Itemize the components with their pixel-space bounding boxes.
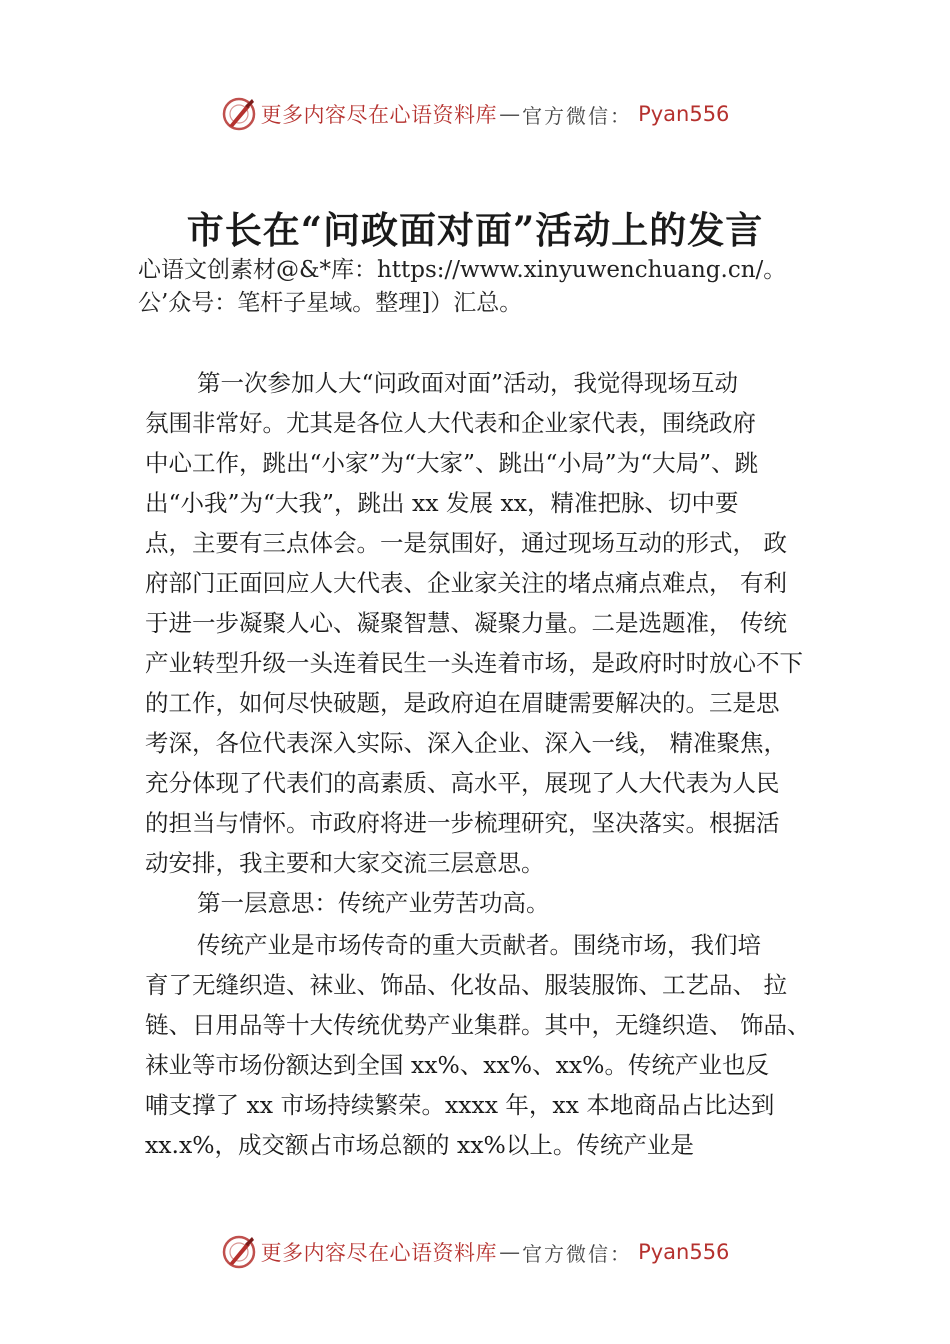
text-line: 传统产业是市场传奇的重大贡献者。围绕市场，我们培 [197,931,761,959]
text-line: xx.x%，成交额占市场总额的 xx%以上。传统产业是 [145,1131,694,1159]
text-line: 充分体现了代表们的高素质、高水平，展现了人大代表为人民 [145,769,780,797]
banner-library-text: 更多内容尽在心语资料库 [260,103,498,127]
text-line: 育了无缝织造、袜业、饰品、化妆品、服装服饰、工艺品、 拉 [145,971,787,999]
section-heading: 第一层意思：传统产业劳苦功高。 [197,889,550,917]
source-line: 公’众号：笔杆子星域。整理]）汇总。 [138,290,523,316]
text-line: 中心工作，跳出“小家”为“大家”、跳出“小局”为“大局”、跳 [145,449,759,477]
banner-wechat-label: 官方微信： [522,103,633,128]
banner-wechat-id: Pyan556 [638,102,730,126]
text-line: 第一次参加人大“问政面对面”活动，我觉得现场互动 [197,369,739,397]
text-line: 出“小我”为“大我”，跳出 xx 发展 xx，精准把脉、切中要 [145,489,739,517]
banner-separator: — [499,1240,521,1264]
paragraph-intro [145,363,845,923]
footer-banner [0,1230,950,1274]
banner-separator: — [499,102,521,126]
text-line: 的担当与情怀。市政府将进一步梳理研究，坚决落实。根据活 [145,809,780,837]
banner-wechat-label: 官方微信： [522,1241,633,1266]
document-title: 市长在“问政面对面”活动上的发言 [186,208,764,252]
text-line: 动安排，我主要和大家交流三层意思。 [145,849,545,877]
text-line: 的工作，如何尽快破题，是政府迫在眉睫需要解决的。三是思 [145,689,780,717]
source-line: 心语文创素材@&*库：https://www.xinyuwenchuang.cn/。 [138,257,787,283]
quill-logo-icon [221,1234,257,1270]
text-line: 袜业等市场份额达到全国 xx%、xx%、xx%。传统产业也反 [145,1051,769,1079]
text-line: 点，主要有三点体会。一是氛围好，通过现场互动的形式， 政 [145,529,787,557]
banner-wechat-id: Pyan556 [638,1240,730,1264]
text-line: 链、日用品等十大传统优势产业集群。其中，无缝织造、 饰品、 [145,1011,811,1039]
text-line: 于进一步凝聚人心、凝聚智慧、凝聚力量。二是选题准， 传统 [145,609,787,637]
quill-logo-icon [221,96,257,132]
paragraph-traditional-industry [145,925,845,1165]
text-line: 哺支撑了 xx 市场持续繁荣。xxxx 年，xx 本地商品占比达到 [145,1091,775,1119]
source-note [138,254,838,320]
text-line: 考深，各位代表深入实际、深入企业、深入一线， 精准聚焦， [145,729,787,757]
header-banner [0,92,950,136]
text-line: 产业转型升级一头连着民生一头连着市场，是政府时时放心不下 [145,649,803,677]
banner-library-text: 更多内容尽在心语资料库 [260,1241,498,1265]
text-line: 氛围非常好。尤其是各位人大代表和企业家代表，围绕政府 [145,409,756,437]
text-line: 府部门正面回应人大代表、企业家关注的堵点痛点难点， 有利 [145,569,787,597]
